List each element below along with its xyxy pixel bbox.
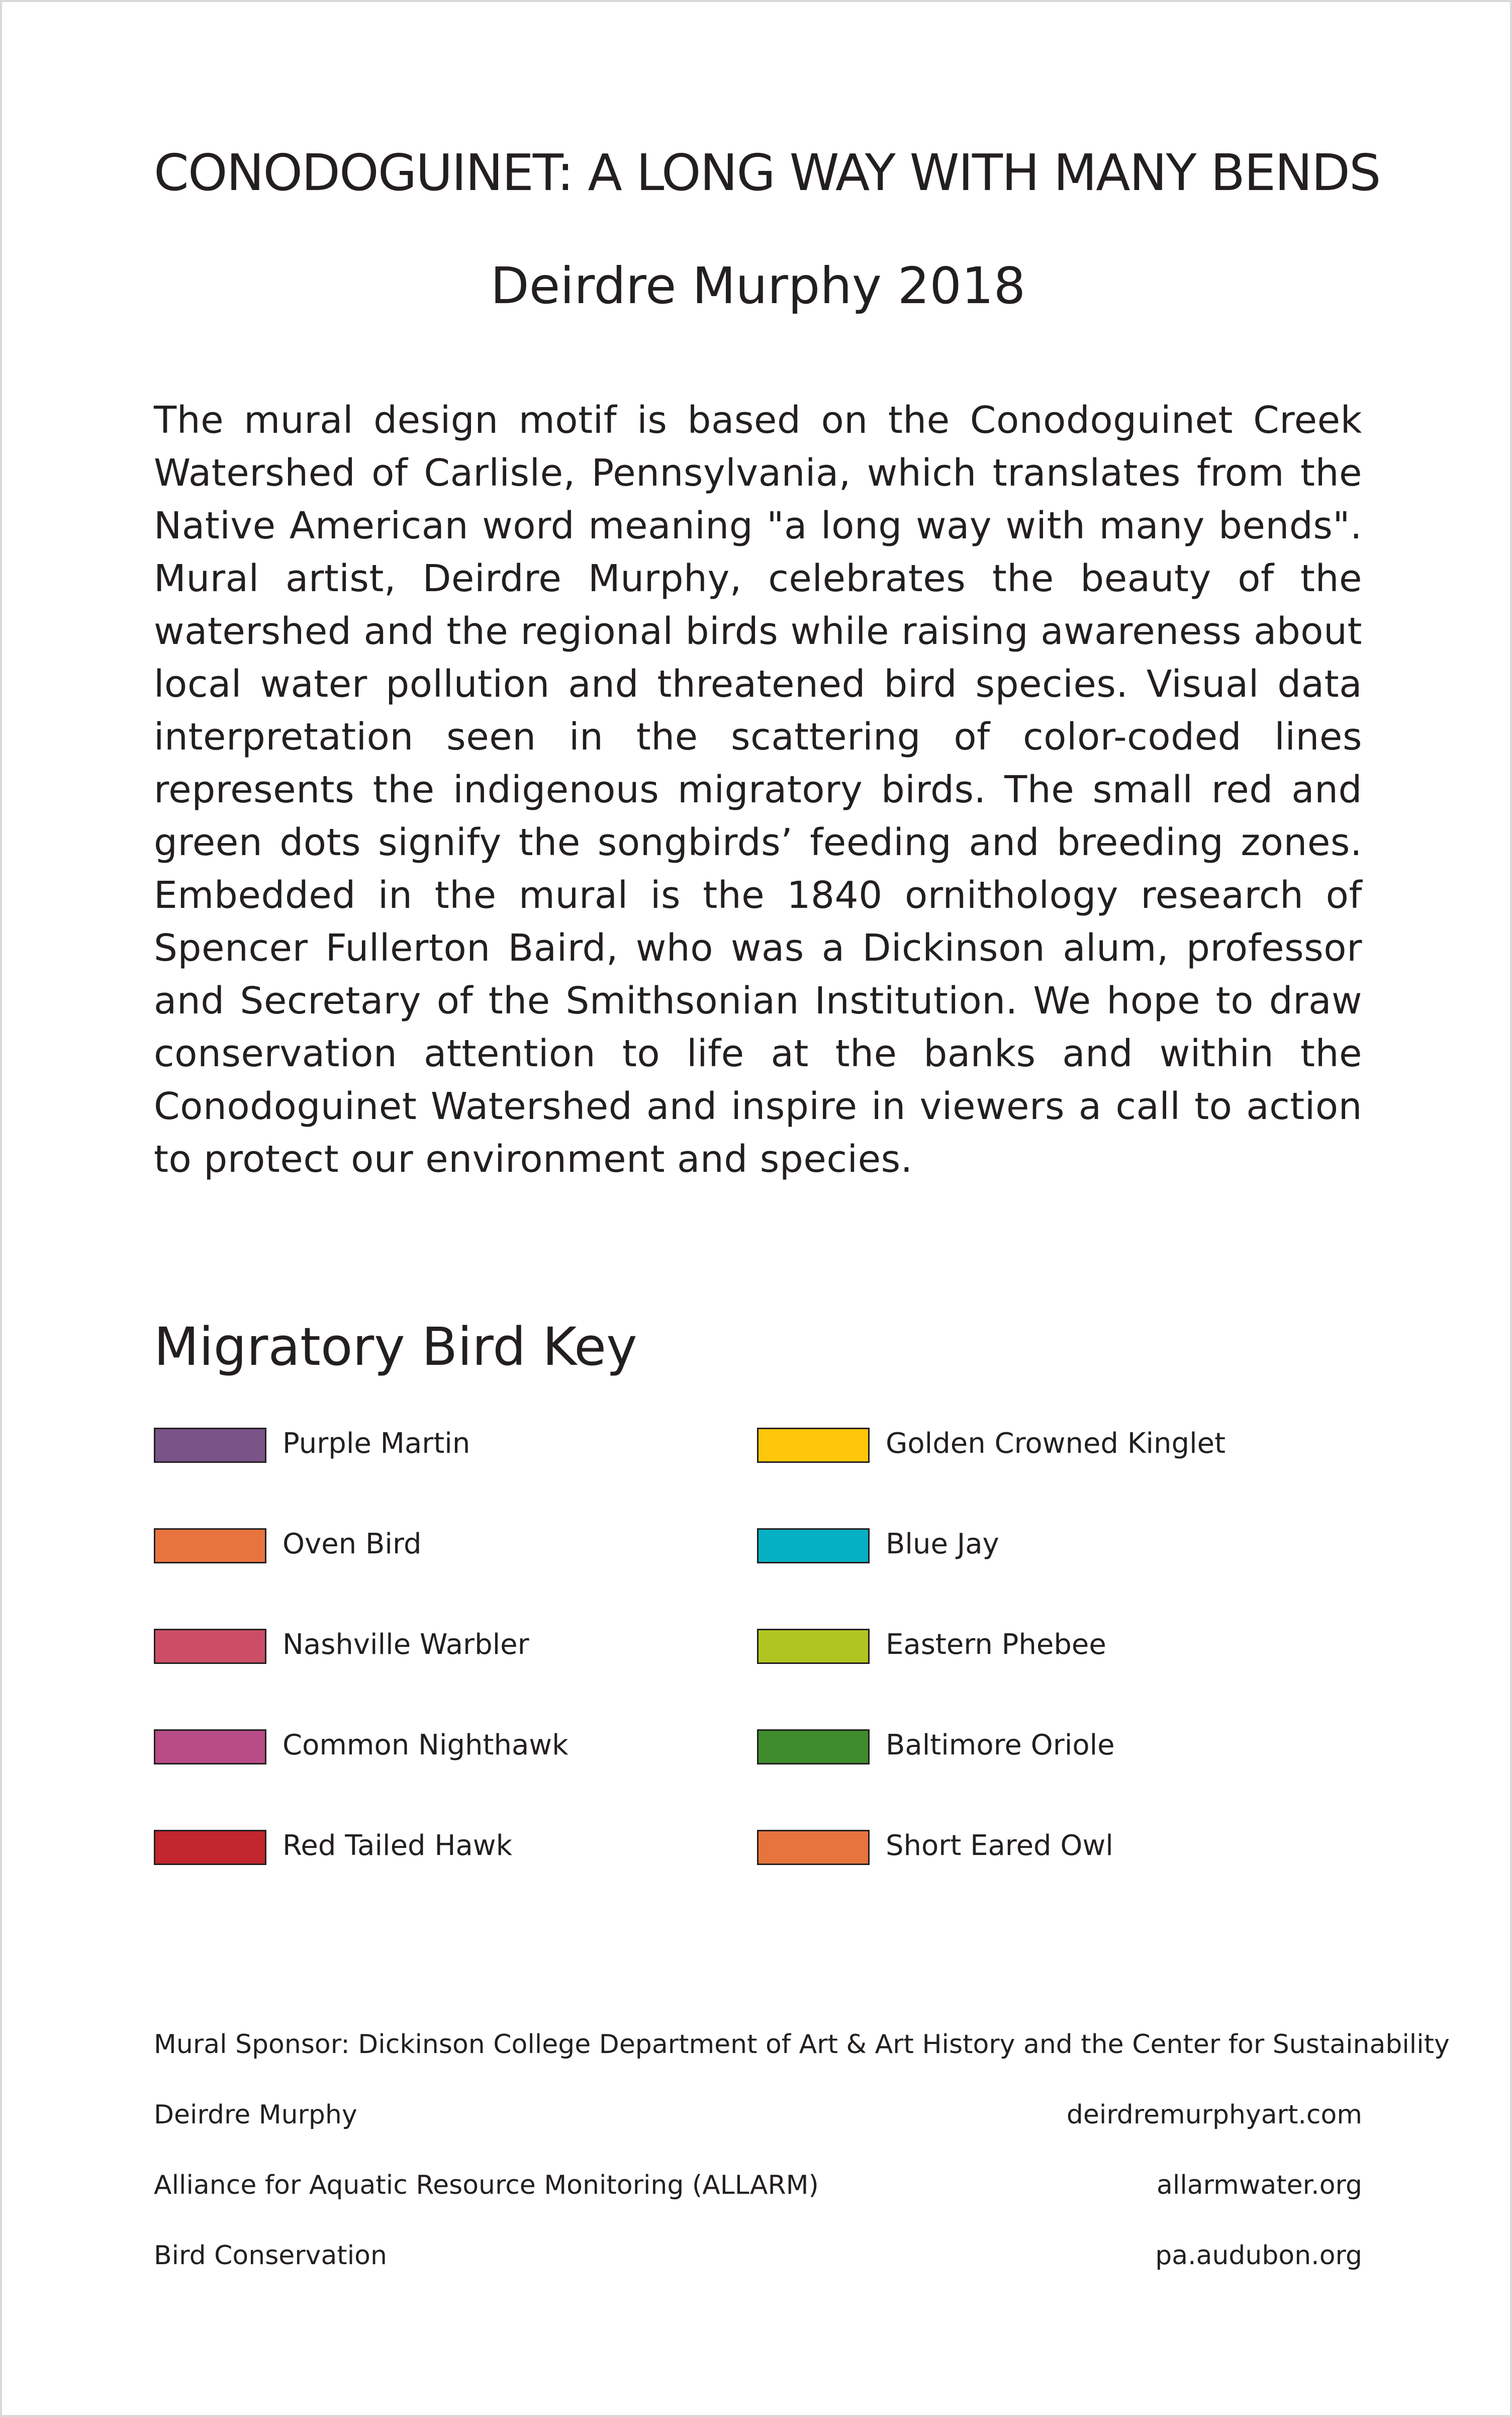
- bird-name: Nashville Warbler: [282, 1628, 529, 1661]
- bird-key: [154, 1424, 1370, 1906]
- sponsor-line: [154, 2027, 1450, 2062]
- bird-name: Oven Bird: [282, 1528, 422, 1560]
- bird-name: Eastern Phebee: [886, 1628, 1106, 1661]
- credit-url: deirdremurphyart.com: [1066, 2100, 1362, 2130]
- bird-name: Baltimore Oriole: [886, 1729, 1115, 1761]
- bird-name: Blue Jay: [886, 1528, 999, 1560]
- color-swatch: [154, 1729, 266, 1764]
- credit-url: pa.audubon.org: [1155, 2241, 1362, 2271]
- bird-name: Red Tailed Hawk: [282, 1829, 513, 1862]
- sponsor-text: Mural Sponsor: Dickinson College Department of Art & Art History and the Center for Sustainability: [154, 2029, 1450, 2060]
- description-paragraph: The mural design motif is based on the Conodoguinet Creek Watershed of Carlisle, Pennsylvania, which translates from the Native American word meaning "a long way with many bends". Mural artist, Deirdre Murphy, celebrates the beauty of the watershed and the regional birds while raising awareness about local water pollution and threatened bird species. Visual data interpretation seen in the scattering of color-coded lines represents the indigenous migratory birds. The small red and green dots signify the songbirds’ feeding and breeding zones. Embedded in the mural is the 1840 ornithology research of Spencer Fullerton Baird, who was a Dickinson alum, professor and Secretary of the Smithsonian Institution. We hope to draw conservation attention to life at the banks and within the Conodoguinet Watershed and inspire in viewers a call to action to protect our environment and species.: [154, 399, 1362, 1181]
- credit-line: [154, 2168, 1362, 2203]
- credit-name: Deirdre Murphy: [154, 2100, 357, 2130]
- color-swatch: [757, 1729, 870, 1764]
- color-swatch: [154, 1528, 266, 1563]
- bird-key-heading: Migratory Bird Key: [154, 1316, 637, 1377]
- credit-url: allarmwater.org: [1157, 2170, 1362, 2200]
- color-swatch: [154, 1629, 266, 1664]
- bird-name: Golden Crowned Kinglet: [886, 1427, 1226, 1460]
- color-swatch: [757, 1830, 870, 1865]
- bird-name: Short Eared Owl: [886, 1829, 1113, 1862]
- credit-line: [154, 2097, 1362, 2132]
- color-swatch: [154, 1830, 266, 1865]
- color-swatch: [757, 1629, 870, 1664]
- credit-name: Bird Conservation: [154, 2241, 387, 2271]
- credit-line: [154, 2238, 1362, 2273]
- color-swatch: [154, 1428, 266, 1463]
- bird-name: Common Nighthawk: [282, 1729, 569, 1761]
- artist-and-year: Deirdre Murphy 2018: [490, 256, 1026, 315]
- color-swatch: [757, 1428, 870, 1463]
- page-title: CONODOGUINET: A LONG WAY WITH MANY BENDS: [154, 143, 1380, 202]
- bird-name: Purple Martin: [282, 1427, 470, 1460]
- credit-name: Alliance for Aquatic Resource Monitoring (ALLARM): [154, 2170, 819, 2200]
- color-swatch: [757, 1528, 870, 1563]
